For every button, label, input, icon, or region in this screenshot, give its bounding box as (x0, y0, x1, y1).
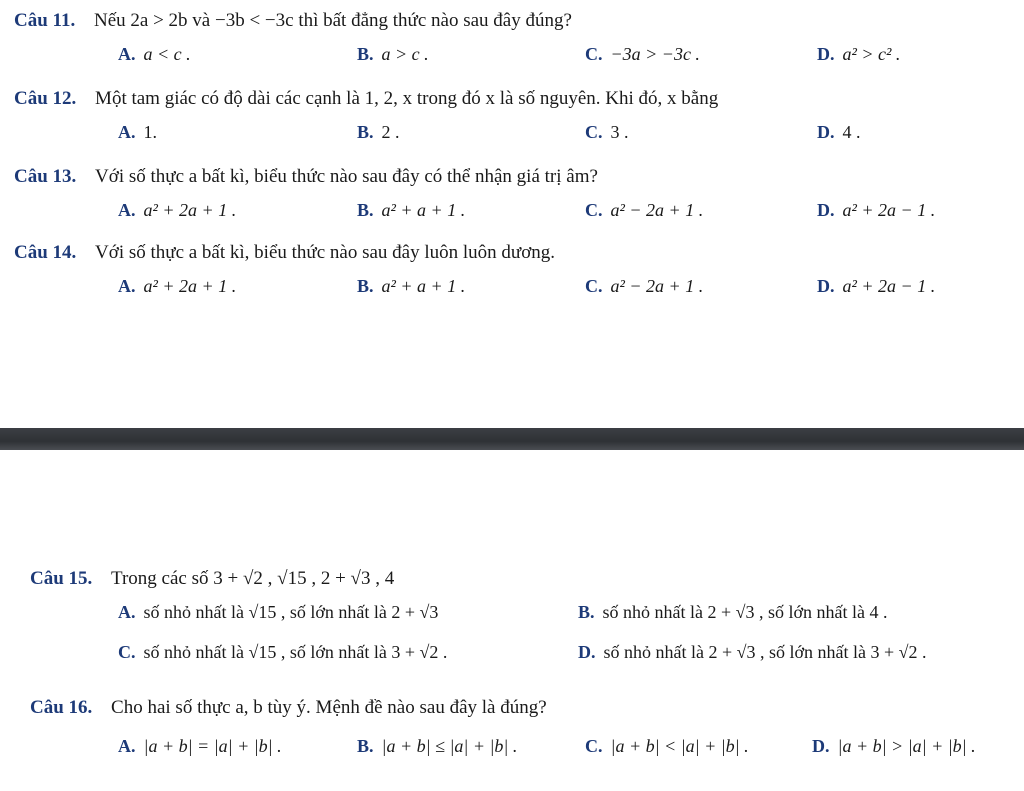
option-a (118, 602, 438, 623)
section-divider (0, 428, 1024, 450)
question-16 (30, 697, 547, 719)
option-b (578, 602, 888, 623)
option-c (585, 736, 749, 757)
option-label: A. (118, 276, 136, 296)
option-text: |a + b| = |a| + |b| . (143, 736, 282, 756)
question-text: Một tam giác có độ dài các cạnh là 1, 2, x trong đó x là số nguyên. Khi đó, x bằng (95, 88, 719, 109)
question-label: Câu 15. (30, 568, 93, 589)
question-12 (14, 88, 718, 110)
option-text: |a + b| < |a| + |b| . (610, 736, 749, 756)
option-label: B. (578, 602, 595, 622)
option-c (585, 44, 700, 65)
option-text: 2 . (381, 122, 400, 142)
option-text: số nhỏ nhất là √15 , số lớn nhất là 3 + √2 . (143, 642, 448, 662)
option-text: số nhỏ nhất là 2 + √3 , số lớn nhất là 3 + √2 . (603, 642, 927, 662)
question-text: Cho hai số thực a, b tùy ý. Mệnh đề nào sau đây là đúng? (111, 697, 547, 718)
option-label: B. (357, 736, 374, 756)
question-15 (30, 568, 394, 590)
option-d (578, 642, 927, 663)
question-label: Câu 16. (30, 697, 93, 718)
option-d (817, 200, 935, 221)
option-label: B. (357, 122, 374, 142)
option-c (585, 276, 703, 297)
option-d (817, 44, 900, 65)
option-a (118, 122, 157, 143)
question-text: Nếu 2a > 2b và −3b < −3c thì bất đẳng thức nào sau đây đúng? (94, 10, 572, 31)
question-label: Câu 13. (14, 166, 77, 187)
option-a (118, 200, 236, 221)
option-b (357, 276, 465, 297)
option-b (357, 122, 400, 143)
option-text: a² − 2a + 1 . (610, 200, 704, 220)
option-text: a² + 2a + 1 . (143, 276, 237, 296)
option-c (585, 122, 629, 143)
option-a (118, 736, 282, 757)
question-label: Câu 14. (14, 242, 77, 263)
option-text: 3 . (610, 122, 629, 142)
option-label: A. (118, 200, 136, 220)
option-d (812, 736, 976, 757)
option-label: B. (357, 44, 374, 64)
option-label: C. (585, 44, 603, 64)
option-label: C. (585, 200, 603, 220)
option-label: D. (817, 44, 835, 64)
option-a (118, 276, 236, 297)
option-text: a² + 2a + 1 . (143, 200, 237, 220)
option-text: a² + a + 1 . (381, 276, 466, 296)
option-text: 1. (143, 122, 157, 142)
option-label: D. (817, 276, 835, 296)
question-text: Với số thực a bất kì, biểu thức nào sau đây luôn luôn dương. (95, 242, 555, 263)
option-label: B. (357, 200, 374, 220)
option-label: A. (118, 122, 136, 142)
question-13 (14, 166, 598, 188)
question-text: Trong các số 3 + √2 , √15 , 2 + √3 , 4 (111, 568, 395, 589)
option-label: C. (585, 122, 603, 142)
question-11 (14, 10, 572, 32)
option-text: 4 . (842, 122, 861, 142)
option-c (118, 642, 447, 663)
option-a (118, 44, 191, 65)
option-c (585, 200, 703, 221)
option-b (357, 736, 517, 757)
option-label: C. (118, 642, 136, 662)
option-label: A. (118, 44, 136, 64)
option-b (357, 200, 465, 221)
option-label: D. (812, 736, 830, 756)
option-d (817, 122, 861, 143)
option-text: a > c . (381, 44, 429, 64)
option-d (817, 276, 935, 297)
option-label: D. (578, 642, 596, 662)
question-14 (14, 242, 555, 264)
option-label: A. (118, 736, 136, 756)
option-text: số nhỏ nhất là 2 + √3 , số lớn nhất là 4 . (602, 602, 888, 622)
option-label: B. (357, 276, 374, 296)
option-text: |a + b| > |a| + |b| . (837, 736, 976, 756)
question-label: Câu 12. (14, 88, 77, 109)
option-text: a² > c² . (842, 44, 901, 64)
option-text: a² + a + 1 . (381, 200, 466, 220)
question-label: Câu 11. (14, 10, 76, 31)
option-text: −3a > −3c . (610, 44, 700, 64)
option-text: |a + b| ≤ |a| + |b| . (381, 736, 518, 756)
option-label: A. (118, 602, 136, 622)
option-label: C. (585, 736, 603, 756)
option-label: D. (817, 122, 835, 142)
option-text: a < c . (143, 44, 191, 64)
option-label: D. (817, 200, 835, 220)
question-text: Với số thực a bất kì, biểu thức nào sau đây có thể nhận giá trị âm? (95, 166, 598, 187)
option-text: số nhỏ nhất là √15 , số lớn nhất là 2 + √3 (143, 602, 439, 622)
option-text: a² + 2a − 1 . (842, 200, 936, 220)
option-b (357, 44, 429, 65)
option-text: a² + 2a − 1 . (842, 276, 936, 296)
option-label: C. (585, 276, 603, 296)
option-text: a² − 2a + 1 . (610, 276, 704, 296)
